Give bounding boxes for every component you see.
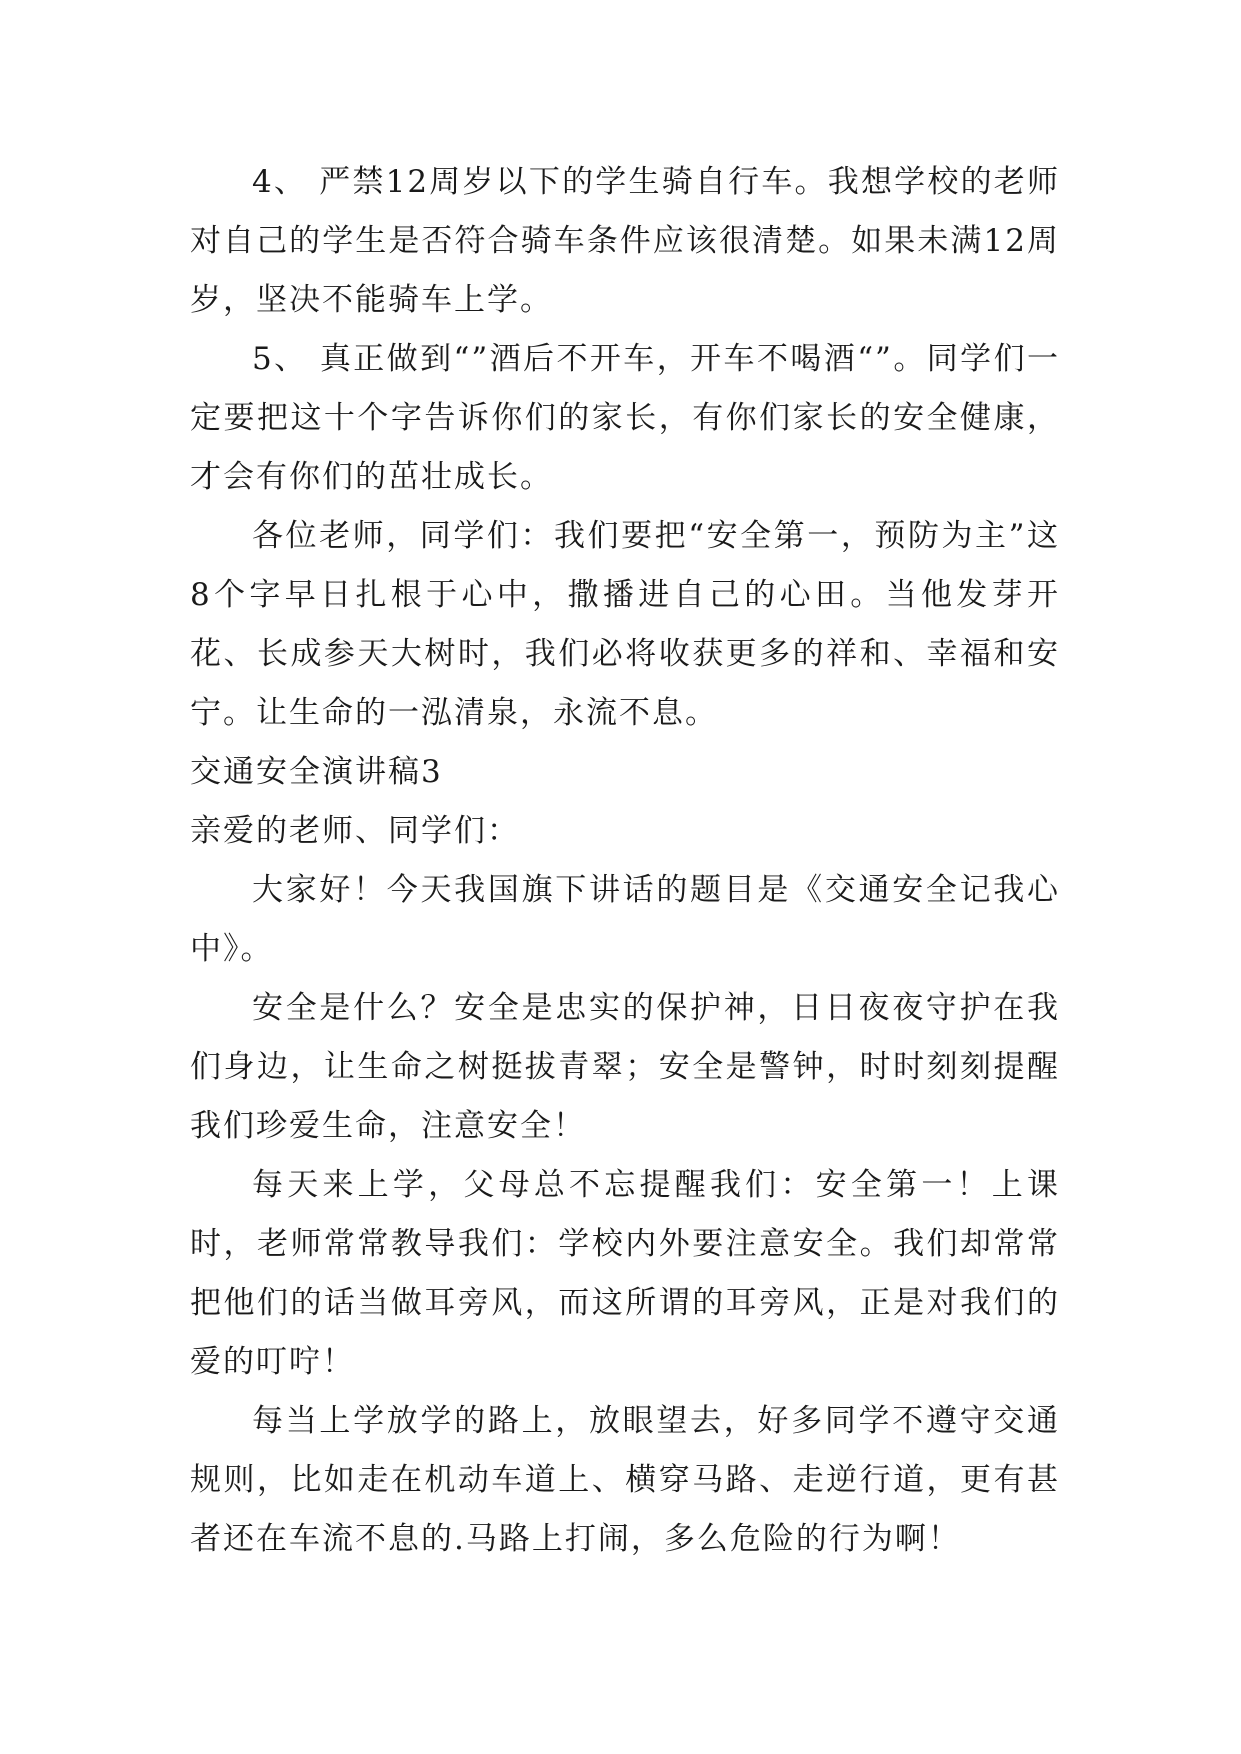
paragraph-greeting: 大家好！今天我国旗下讲话的题目是《交通安全记我心中》。 xyxy=(190,872,1060,967)
paragraph-rule-4: 4、 严禁12周岁以下的学生骑自行车。我想学校的老师对自己的学生是否符合骑车条件应该很清楚。如果未满12周岁，坚决不能骑车上学。 xyxy=(190,164,1060,318)
paragraph-what-is-safety: 安全是什么？安全是忠实的保护神，日日夜夜守护在我们身边，让生命之树挺拔青翠；安全是警钟，时时刻刻提醒我们珍爱生命，注意安全！ xyxy=(190,990,1060,1144)
paragraph-closing: 各位老师，同学们：我们要把“安全第一，预防为主”这8个字早日扎根于心中，撒播进自己的心田。当他发芽开花、长成参天大树时，我们必将收获更多的祥和、幸福和安宁。让生命的一泓清泉，永流不息。 xyxy=(190,518,1060,731)
paragraph-rule-5: 5、 真正做到“”酒后不开车，开车不喝酒“”。同学们一定要把这十个字告诉你们的家长，有你们家长的安全健康，才会有你们的茁壮成长。 xyxy=(190,341,1060,495)
paragraph-parents-reminder: 每天来上学，父母总不忘提醒我们：安全第一！上课时，老师常常教导我们：学校内外要注意安全。我们却常常把他们的话当做耳旁风，而这所谓的耳旁风，正是对我们的爱的叮咛！ xyxy=(190,1167,1060,1380)
section-title: 交通安全演讲稿3 xyxy=(190,754,443,790)
document-page xyxy=(190,153,1060,1569)
paragraph-road-behavior: 每当上学放学的路上，放眼望去，好多同学不遵守交通规则，比如走在机动车道上、横穿马路、走逆行道，更有甚者还在车流不息的.马路上打闹，多么危险的行为啊！ xyxy=(190,1403,1060,1557)
salutation: 亲爱的老师、同学们： xyxy=(190,813,520,849)
